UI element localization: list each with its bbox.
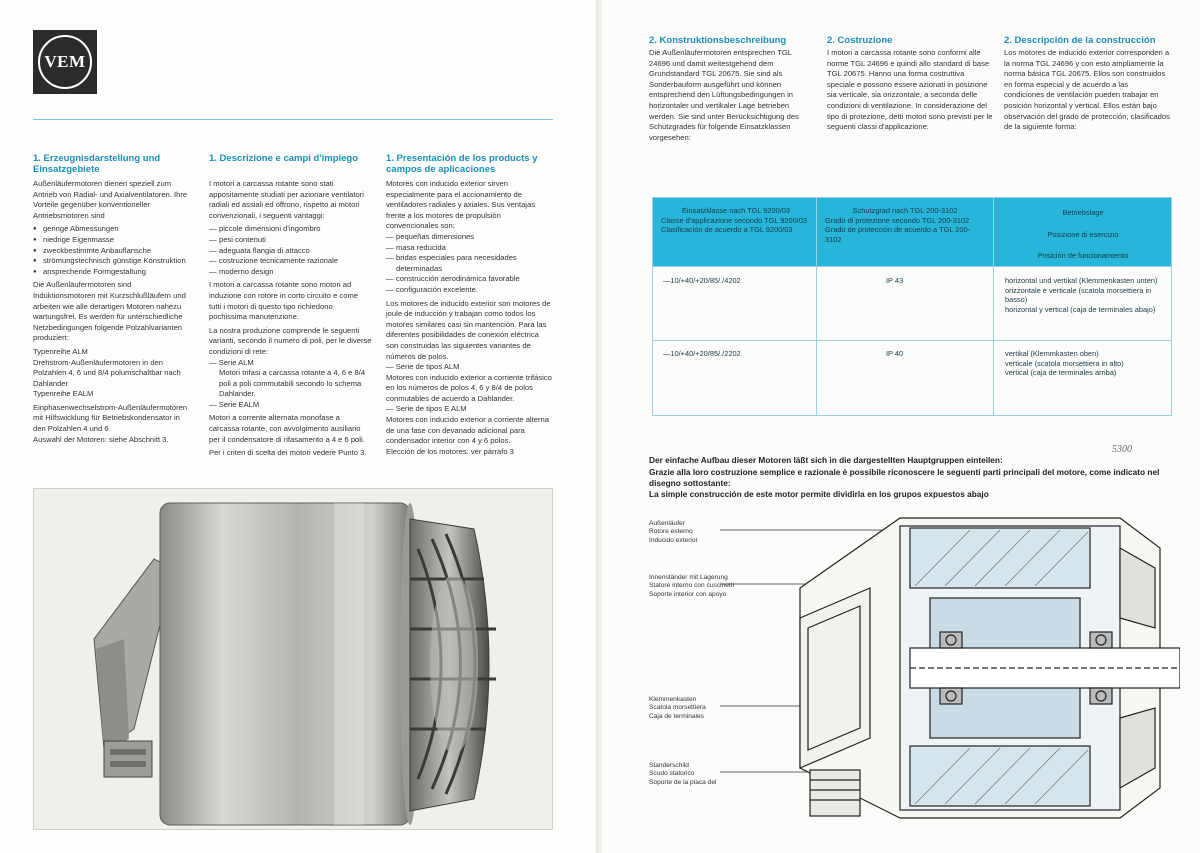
text: Einphasenwechselstrom-Außenläufermotoren mit Hilfswicklung für Betriebskondensator in den Polzahlen 4 und 6: [33, 402, 188, 434]
application-class-table: [652, 197, 1172, 416]
dash-list-it: [209, 224, 372, 277]
text: — Serie EALM: [209, 399, 260, 409]
text: Motores con inducido exterior a corriente trifásico en los números de polos 4, 6 y 8/4 de polos conmutables de acuerdo a Dahlander.: [386, 372, 552, 403]
heading-es-1: 1. Presentación de los products y campos de aplicaciones: [386, 153, 538, 175]
column-it-section1: [209, 153, 372, 462]
text: Motori trifasi a carcassa rotante a 4, 6 e 8/4 poli a poli commutabili secondo lo schema Dahlander.: [219, 368, 366, 399]
text: I motori a carcassa rotante sono stati appositamente studiati per azionare ventilatori radiali ed assiali ed offrono, rispetto ai motori convenzionali, i seguenti vantaggi:: [209, 179, 364, 220]
text: I motori a carcassa rotante sono conformi alle norme TGL 24696 e quindi allo standard di base TGL 20675. Hanno una forma costruttiva speciale e possono essere azionati in posizione sia verticale, sia orizzontale, a seconda delle condizioni di ventilazione. In considerazione del tipo di protezione, detti motori sono previsti per le seguenti classi d'applicazione:: [827, 48, 993, 132]
left-page: [0, 0, 598, 853]
external-rotor-motor-illustration: [34, 489, 553, 830]
heading-es-2: 2. Descripción de la construcción: [1004, 35, 1156, 46]
text: — Serie de tipos E ALM: [386, 404, 467, 414]
list-item: ● strömungstechnisch günstige Konstruktion: [33, 256, 193, 267]
table-header-cell: Einsatzklasse nach TGL 9200/03 Classe d'applicazione secondo TGL 9200/03 Clasificación de acuerdo a TGL 9200/03: [661, 206, 808, 234]
list-item: ● zweckbestimmte Anbauflansche: [33, 246, 193, 257]
text: Elección de los motores: ver párrafo 3: [386, 446, 514, 456]
column-de-section2: [649, 35, 805, 146]
text: Motori a corrente alternata monofase a carcassa rotante, con avvolgimento ausiliario per il condensatore di rifasamento a 4 e 6 poli.: [209, 413, 365, 444]
text: La nostra produzione comprende le seguenti varianti, secondo il numero di poli, per le diverse condizioni di rete:: [209, 325, 372, 356]
list-item: — pesi contenuti: [209, 235, 372, 246]
list-item: ● geringe Abmessungen: [33, 224, 193, 235]
table-cell: —10/+40/+20/85/./2202: [663, 349, 741, 358]
text: Die Außenläufermotoren entsprechen TGL 24696 und damit weitestgehend dem Grundstandard TGL 20675. Sie sind als Sonderbauform ausgeführt und können entsprechend den Lüftungsbedingungen in horizontaler und vertikaler Lage betrieben werden. Sie sind unter Berücksichtigung des Schutzgrades für folgende Einsatzklassen vorgesehen:: [649, 48, 799, 142]
text: Los motores de inducido exterior corresponden a la norma TGL 24696 y con esto ampliamente la norma básica TGL 20675. Ellos son construidos en forma especial y de acuerdo a las condiciones de ventilación pueden trabajar en posición horizontal y vertical. Ellos están bajo observación del grado de protección, clasificados de la siguiente forma:: [1004, 48, 1170, 132]
heading-it-1: 1. Descrizione e campi d'impiego: [209, 153, 359, 164]
text: Drehstrom-Außenläufermotoren in den Polzahlen 4, 6 und 8/4 polumschaltbar nach Dahlander: [33, 357, 181, 388]
list-item: — construcción aerodinámica favorable: [386, 274, 552, 285]
list-item: ● ansprechende Formgestaltung: [33, 267, 193, 278]
list-item: — adeguata flangia di attacco: [209, 246, 372, 257]
table-cell: —10/+40/+20/85/./4202: [663, 276, 741, 285]
table-header-cell: Betriebslage Posizione di esercizio Posición de funcionamiento: [1037, 208, 1129, 260]
list-item: — pequeñas dimensiones: [386, 232, 552, 243]
handwritten-note: 5300: [1112, 444, 1132, 455]
text: Typenreihe EALM: [33, 389, 94, 399]
text: — Serie ALM: [209, 357, 254, 367]
text: Motores con inducido exterior a corriente alterna de una fase con devanado adicional para condensador interior con 4 y 6 polos.: [386, 415, 549, 446]
text: Typenreihe ALM: [33, 346, 88, 356]
list-item: — configuración excelente.: [386, 285, 552, 296]
table-header-cell: Schutzgrad nach TGL 200-3102 Grado di protezione secondo TGL 200-3102 Grado de protección de acuerdo a TGL 200-3102: [825, 206, 971, 244]
label-end-shield: Standerschild Scudo statorico Soporte de la placa del: [649, 762, 717, 786]
text: Per i criteri di scelta dei motori vedere Punto 3.: [209, 448, 367, 458]
list-item: ● niedrige Eigenmasse: [33, 235, 193, 246]
text: Grazie alla loro costruzione semplice e razionale è possibile riconoscere le seguenti parti principali del motore, come indicato nel disegno sottostante:: [649, 466, 1160, 488]
label-terminal-box: Klemmenkasten Scatola morsettiera Caja de terminales: [649, 696, 706, 720]
text: I motori a carcassa rotante sono motori ad induzione con rotore in corto circuito e come tutti i motori di questo tipo richiedono pochissima manutenzione.: [209, 280, 358, 322]
text: — Serie de tipos ALM: [386, 362, 460, 372]
motor-photo: [33, 488, 553, 830]
column-it-section2: [827, 35, 993, 136]
label-inner-stator: Innenständer mit Lagerung Statore interno con cuscinetti Soporte interior con apoyo: [649, 574, 735, 598]
table-cell: vertikal (Klemmkasten oben) verticale (scatola morsettiera in alto) vertical (caja de terminales arriba): [1005, 349, 1124, 377]
text: Auswahl der Motoren: siehe Abschnitt 3.: [33, 434, 169, 444]
list-item: — piccole dimensioni d'ingombro: [209, 224, 372, 235]
label-outer-rotor: Außenläufer Rotore esterno Inducido exterior: [649, 520, 698, 544]
table-cell: horizontal und vertikal (Klemmenkasten unten) orizzontale e verticale (scatola morsettiera in basso) horizontal y vertical (caja de terminales abajo): [1005, 276, 1158, 314]
heading-de-2: 2. Konstruktionsbeschreibung: [649, 35, 787, 46]
header-rule: [33, 119, 553, 120]
column-es-section1: [386, 153, 552, 460]
text: La simple construcción de este motor permite dividirla en los grupos expuestos abajo: [649, 489, 989, 500]
heading-it-2: 2. Costruzione: [827, 35, 893, 46]
text: Die Außenläufermotoren sind Induktionsmotoren mit Kurzschlußläufern und arbeiten wie alle derartigen Motoren nahezu wartungsfrei. Es werden für unterschiedliche Netzbedingungen folgende Polzahlvarianten produziert:: [33, 280, 186, 343]
list-item: — bridas especiales para necesidades determinadas: [386, 253, 552, 274]
motor-cross-section-diagram: [760, 508, 1180, 826]
dash-list-es: [386, 232, 552, 296]
table-cell: IP 43: [886, 276, 904, 285]
list-item: — masa reducida: [386, 243, 552, 254]
text: Außenläufermotoren dienen speziell zum Antrieb von Radial- und Axialventilatoren. Ihre Vorteile gegenüber konventioneller Antriebsmotoren sind: [33, 179, 188, 220]
text: Motores con inducido exterior sirven especialmente para el accionamiento de ventiladores radiales y axiales. Sus ventajas frente a los motores de propulsión convencionales son:: [386, 179, 536, 231]
heading-de-1: 1. Erzeugnisdarstellung und Einsatzgebiete: [33, 153, 161, 175]
column-es-section2: [1004, 35, 1170, 136]
vem-logo: VEM: [33, 30, 97, 94]
bullet-list-de: [33, 224, 193, 277]
diagram-intro: [649, 455, 1179, 501]
list-item: — moderno design: [209, 267, 372, 278]
column-de-section1: [33, 153, 193, 448]
text: Los motores de inducido exterior son motores de joule de inducción y trabajan como todos los motores similares casi sin mantención. Para las diferentes posibilidades de conexión eléctrica son construidas las siguientes variantes de números de polos.: [386, 298, 551, 361]
table-cell: IP 40: [886, 349, 904, 358]
text: Der einfache Aufbau dieser Motoren läßt sich in die dargestellten Hauptgruppen einteilen:: [649, 455, 1003, 465]
list-item: — costruzione tecnicamente razionale: [209, 256, 372, 267]
